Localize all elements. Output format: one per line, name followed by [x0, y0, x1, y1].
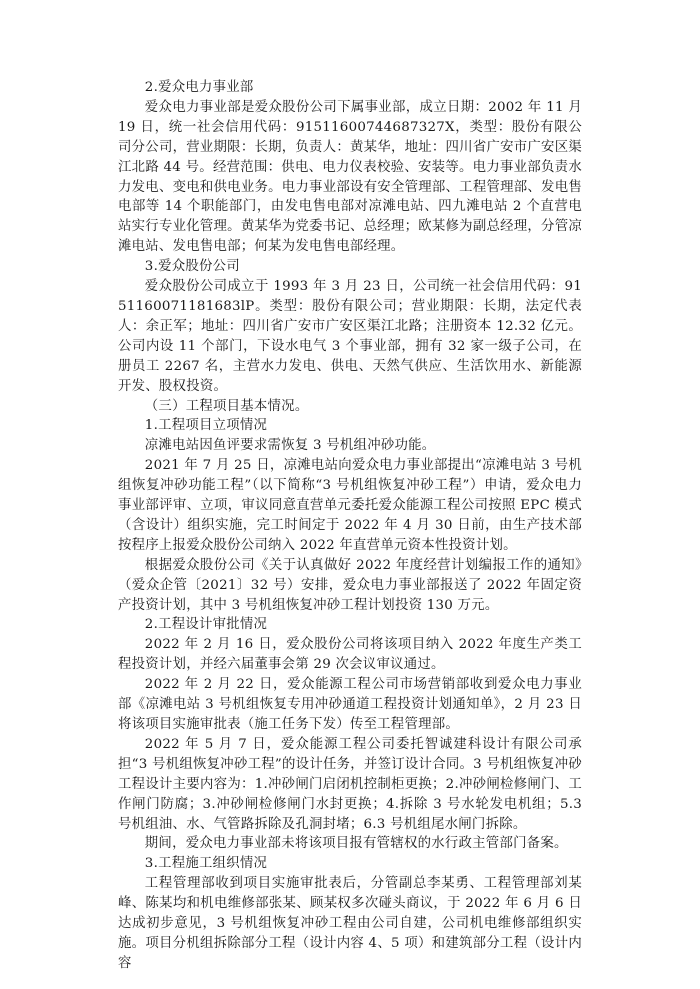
- subheading-construction-organization: 3.工程施工组织情况: [144, 856, 268, 872]
- paragraph-investment-plan: 根据爱众股份公司《关于认真做好 2022 年度经营计划编报工作的通知》（爱众企管〔2021〕32 号）安排，爱众电力事业部报送了 2022 年固定资产投资计划，其中 3 号机组恢复冲砂工程计划投资 130 万元。: [118, 557, 582, 613]
- paragraph-board-approval: 2022 年 2 月 16 日，爱众股份公司将该项目纳入 2022 年度生产类工程投资计划，并经六届董事会第 29 次会议审议通过。: [118, 637, 582, 673]
- paragraph-notice-received: 2022 年 2 月 22 日，爱众能源工程公司市场营销部收到爱众电力事业部《凉滩电站 3 号机组恢复专用冲砂通道工程投资计划通知单》，2 月 23 日将该项目实施审批表（施工任务下发）传至工程管理部。: [118, 677, 582, 732]
- subheading-design-approval: 2.工程设计审批情况: [144, 617, 268, 633]
- section-heading-aizhong-company: 3.爱众股份公司: [144, 259, 240, 275]
- section-heading-project-basics: （三）工程项目基本情况。: [144, 398, 309, 414]
- paragraph-no-filing: 期间，爱众电力事业部未将该项目报有管辖权的水行政主管部门备案。: [144, 836, 568, 852]
- paragraph-fish-requirement: 凉滩电站因鱼评要求需恢复 3 号机组冲砂功能。: [144, 438, 436, 454]
- paragraph-aizhong-company: 爱众股份公司成立于 1993 年 3 月 23 日，公司统一社会信用代码：9151160071181683lP。类型：股份有限公司；营业期限：长期，法定代表人：余正军；地址：四川省广安市广安区渠江北路；注册资本 12.32 亿元。公司内设 11 个部门，下设水电气 3 个事业部，拥有 32 家一级子公司，在册员工 2267 名，主营水力发电、供电、天然气供应、生活饮用水、新能源开发、股权投资。: [118, 279, 582, 394]
- paragraph-application: 2021 年 7 月 25 日，凉滩电站向爱众电力事业部提出“凉滩电站 3 号机组恢复冲砂功能工程”（以下简称“3 号机组恢复冲砂工程”）申请，爱众电力事业部评审、立项，审议同意直营单元委托爱众能源工程公司按照 EPC 模式（含设计）组织实施，完工时间定于 2022 年 4 月 30 日前，由生产技术部按程序上报爱众股份公司纳入 2022 年直营单元资本性投资计划。: [118, 458, 582, 553]
- paragraph-design-contract: 2022 年 5 月 7 日，爱众能源工程公司委托智诚建科设计有限公司承担“3 号机组恢复冲砂工程”的设计任务，并签订设计合同。3 号机组恢复冲砂工程设计主要内容为：1.冲砂闸门启闭机控制柜更换；2.冲砂闸检修闸门、工作闸门防腐；3.冲砂闸检修闸门水封更换；4.拆除 3 号水轮发电机组；5.3 号机组油、水、气管路拆除及孔洞封堵；6.3 号机组尾水闸门拆除。: [118, 736, 582, 832]
- paragraph-construction-organization: 工程管理部收到项目实施审批表后，分管副总李某勇、工程管理部刘某峰、陈某均和机电维修部张某、顾某权多次碰头商议，于 2022 年 6 月 6 日达成初步意见，3 号机组恢复冲砂工程由公司自建，公司机电维修部组织实施。项目分机组拆除部分工程（设计内容 4、5 项）和建筑部分工程（设计内容: [118, 876, 582, 971]
- section-heading-power-division: 2.爱众电力事业部: [144, 80, 254, 95]
- paragraph-power-division: 爱众电力事业部是爱众股份公司下属事业部，成立日期：2002 年 11 月 19 日，统一社会信用代码：91511600744687327X，类型：股份有限公司分公司，营业期限：长期，负责人：黄某华，地址：四川省广安市广安区渠江北路 44 号。经营范围：供电、电力仪表校验、安装等。电力事业部负责水力发电、变电和供电业务。电力事业部设有安全管理部、工程管理部、发电售电部等 14 个职能部门，由发电售电部对凉滩电站、四九滩电站 2 个直营电站实行专业化管理。黄某华为党委书记、总经理；欧某修为副总经理，分管凉滩电站、发电售电部；何某为发电售电部经理。: [118, 99, 582, 255]
- subheading-project-approval: 1.工程项目立项情况: [144, 418, 268, 434]
